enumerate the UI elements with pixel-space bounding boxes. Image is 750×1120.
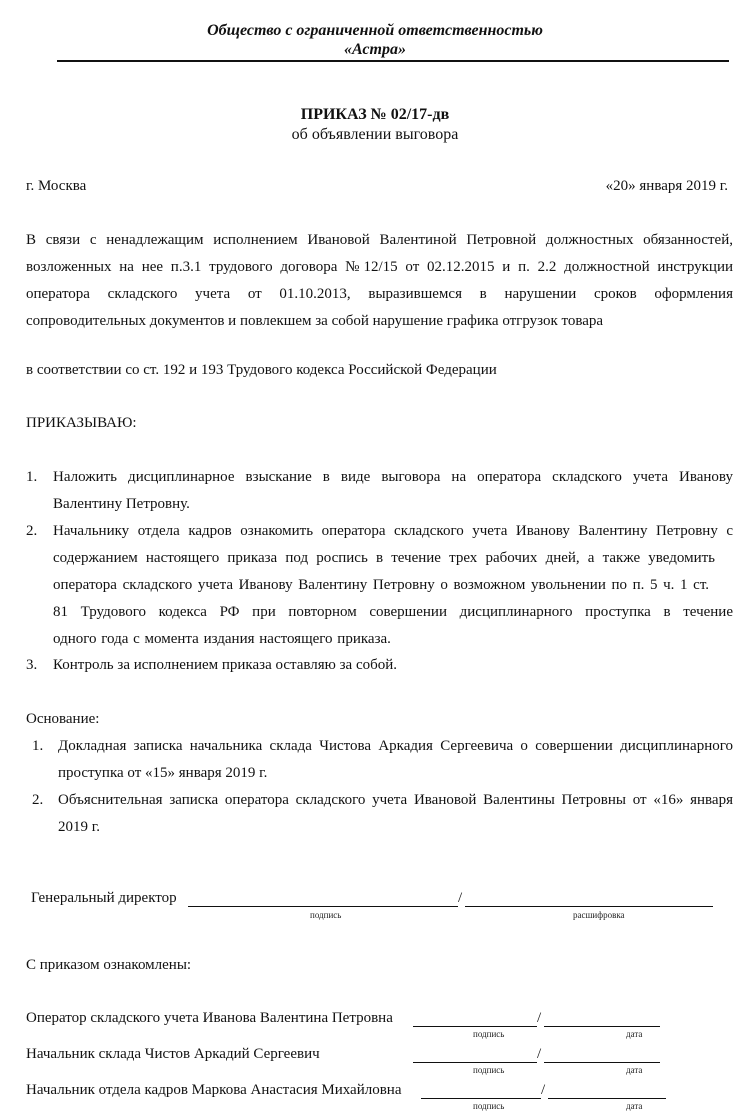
item-number: 1. bbox=[26, 469, 38, 485]
person-date-line bbox=[544, 1026, 660, 1027]
preamble-line: В связи с ненадлежащим исполнением Ивановой Валентиной Петровной должностных обязанностей, bbox=[26, 232, 733, 248]
person-date-line bbox=[544, 1062, 660, 1063]
person-signature-line bbox=[413, 1026, 537, 1027]
director-signature-line bbox=[188, 906, 458, 907]
person-sign-caption: подпись bbox=[473, 1029, 505, 1039]
item-line: 81 Трудового кодекса РФ при повторном совершении дисциплинарного проступка в течение bbox=[53, 604, 733, 620]
item-line: оператора складского учета Иванову Валентину Петровну о возможном увольнении по п. 5 ч. 1 ст. bbox=[53, 577, 709, 593]
organization-name-quoted: «Астра» bbox=[344, 41, 406, 58]
preamble-line: сопроводительных документов и повлекшем за собой нарушение графика отгрузок товара bbox=[26, 313, 604, 329]
director-slash: / bbox=[458, 890, 463, 906]
basis-number: 1. bbox=[32, 738, 44, 754]
director-sign-caption: подпись bbox=[310, 910, 342, 920]
person-date-caption: дата bbox=[626, 1101, 643, 1111]
acquainted-person: Начальник отдела кадров Маркова Анастасия Михайловна bbox=[26, 1082, 402, 1098]
person-date-caption: дата bbox=[626, 1065, 643, 1075]
person-sign-caption: подпись bbox=[473, 1101, 505, 1111]
item-number: 3. bbox=[26, 657, 38, 673]
preamble-line: оператора складского учета от 01.10.2013, выразившемся в нарушении сроков оформления bbox=[26, 286, 733, 302]
order-word: ПРИКАЗЫВАЮ: bbox=[26, 415, 137, 431]
order-subtitle: об объявлении выговора bbox=[291, 126, 459, 143]
person-date-line bbox=[548, 1098, 666, 1099]
item-line: Валентину Петровну. bbox=[53, 496, 190, 512]
person-sign-caption: подпись bbox=[473, 1065, 505, 1075]
director-label: Генеральный директор bbox=[31, 890, 177, 906]
item-line: Контроль за исполнением приказа оставляю за собой. bbox=[53, 657, 398, 673]
item-line: содержанием настоящего приказа под роспись в течение трех рабочих дней, а также уведомить bbox=[53, 550, 715, 566]
item-number: 2. bbox=[26, 523, 38, 539]
item-line: Наложить дисциплинарное взыскание в виде выговора на оператора складского учета Иванову bbox=[53, 469, 733, 485]
basis-line: Докладная записка начальника склада Чистова Аркадия Сергеевича о совершении дисциплинарного bbox=[58, 738, 733, 754]
basis-line: проступка от «15» января 2019 г. bbox=[58, 765, 268, 781]
organization-name: Общество с ограниченной ответственностью bbox=[207, 22, 543, 39]
order-title: ПРИКАЗ № 02/17-дв bbox=[300, 106, 450, 123]
person-slash: / bbox=[537, 1046, 542, 1062]
acquainted-person: Оператор складского учета Иванова Валентина Петровна bbox=[26, 1010, 393, 1026]
basis-label: Основание: bbox=[26, 711, 100, 727]
law-basis: в соответствии со ст. 192 и 193 Трудового кодекса Российской Федерации bbox=[26, 362, 497, 378]
header-rule bbox=[57, 60, 729, 62]
basis-line: 2019 г. bbox=[58, 819, 100, 835]
item-line: одного года с момента издания настоящего приказа. bbox=[53, 631, 391, 647]
basis-line: Объяснительная записка оператора складского учета Ивановой Валентины Петровны от «16» января bbox=[58, 792, 733, 808]
person-signature-line bbox=[413, 1062, 537, 1063]
person-slash: / bbox=[537, 1010, 542, 1026]
item-line: Начальнику отдела кадров ознакомить оператора складского учета Иванову Валентину Петровну с bbox=[53, 523, 733, 539]
director-decode-line bbox=[465, 906, 713, 907]
person-slash: / bbox=[541, 1082, 546, 1098]
acquainted-label: С приказом ознакомлены: bbox=[26, 957, 192, 973]
director-decode-caption: расшифровка bbox=[573, 910, 625, 920]
acquainted-person: Начальник склада Чистов Аркадий Сергеевич bbox=[26, 1046, 320, 1062]
basis-number: 2. bbox=[32, 792, 44, 808]
person-signature-line bbox=[421, 1098, 541, 1099]
preamble-line: возложенных на нее п.3.1 трудового договора №12/15 от 02.12.2015 и п. 2.2 должностной инструкции bbox=[26, 259, 733, 275]
city: г. Москва bbox=[26, 178, 87, 194]
person-date-caption: дата bbox=[626, 1029, 643, 1039]
order-date: «20» января 2019 г. bbox=[605, 178, 728, 194]
